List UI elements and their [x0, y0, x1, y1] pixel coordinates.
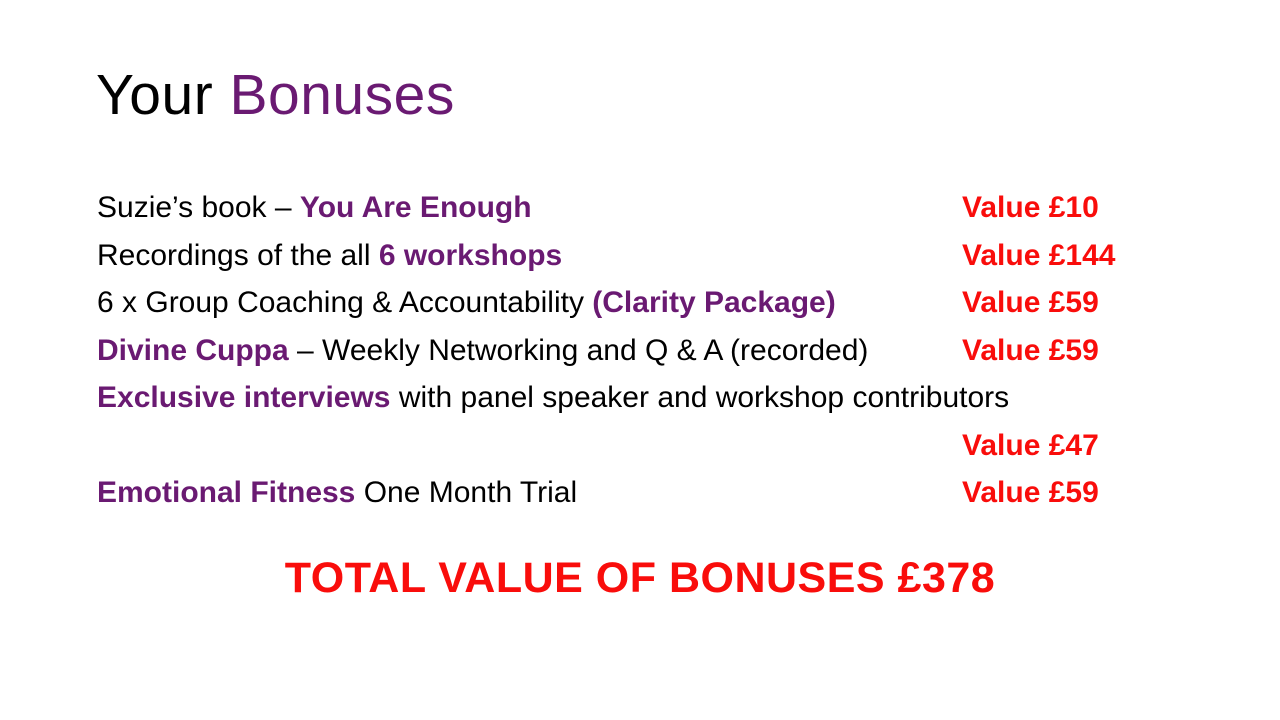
bonus-plain-text: Recordings of the all [97, 238, 379, 272]
bonus-description [97, 476, 577, 509]
bonus-highlight-text: 6 workshops [378, 238, 563, 272]
bonus-description [97, 286, 836, 319]
bonus-highlight-text: Exclusive interviews [97, 381, 391, 414]
bonus-description [97, 381, 1009, 414]
page-title-prefix: Your [96, 63, 230, 127]
bonus-row [97, 279, 1280, 327]
page-title [96, 62, 455, 128]
bonus-value: Value £59 [962, 333, 1099, 367]
bonus-value: Value £10 [962, 191, 1099, 224]
bonus-plain-text: 6 x Group Coaching & Accountability [97, 286, 593, 319]
bonus-description [97, 334, 868, 367]
bonus-description [97, 191, 532, 224]
bonus-highlight-text: Emotional Fitness [97, 476, 356, 509]
bonus-row [97, 184, 1280, 232]
bonus-row [97, 374, 1280, 422]
bonus-row [97, 422, 1280, 470]
bonus-row [97, 327, 1280, 375]
bonus-plain-text: with panel speaker and workshop contributors [390, 381, 1010, 414]
bonus-value: Value £144 [962, 238, 1116, 272]
bonus-plain-text: Suzie’s book – [97, 191, 300, 224]
page-title-highlight: Bonuses [229, 63, 455, 127]
bonus-plain-text: One Month Trial [355, 476, 578, 509]
bonus-highlight-text: You Are Enough [299, 191, 532, 224]
total-value-line: TOTAL VALUE OF BONUSES £378 [284, 554, 996, 602]
bonus-description [97, 239, 562, 272]
bonus-row [97, 232, 1280, 280]
bonus-value: Value £47 [962, 428, 1099, 462]
bonus-plain-text: – Weekly Networking and Q & A (recorded) [288, 333, 869, 367]
bonus-list [97, 184, 1280, 517]
bonus-highlight-text: (Clarity Package) [592, 286, 836, 319]
bonus-row [97, 469, 1280, 517]
bonus-highlight-text: Divine Cuppa [97, 333, 289, 367]
bonus-value: Value £59 [962, 286, 1099, 319]
bonus-value: Value £59 [962, 476, 1099, 509]
